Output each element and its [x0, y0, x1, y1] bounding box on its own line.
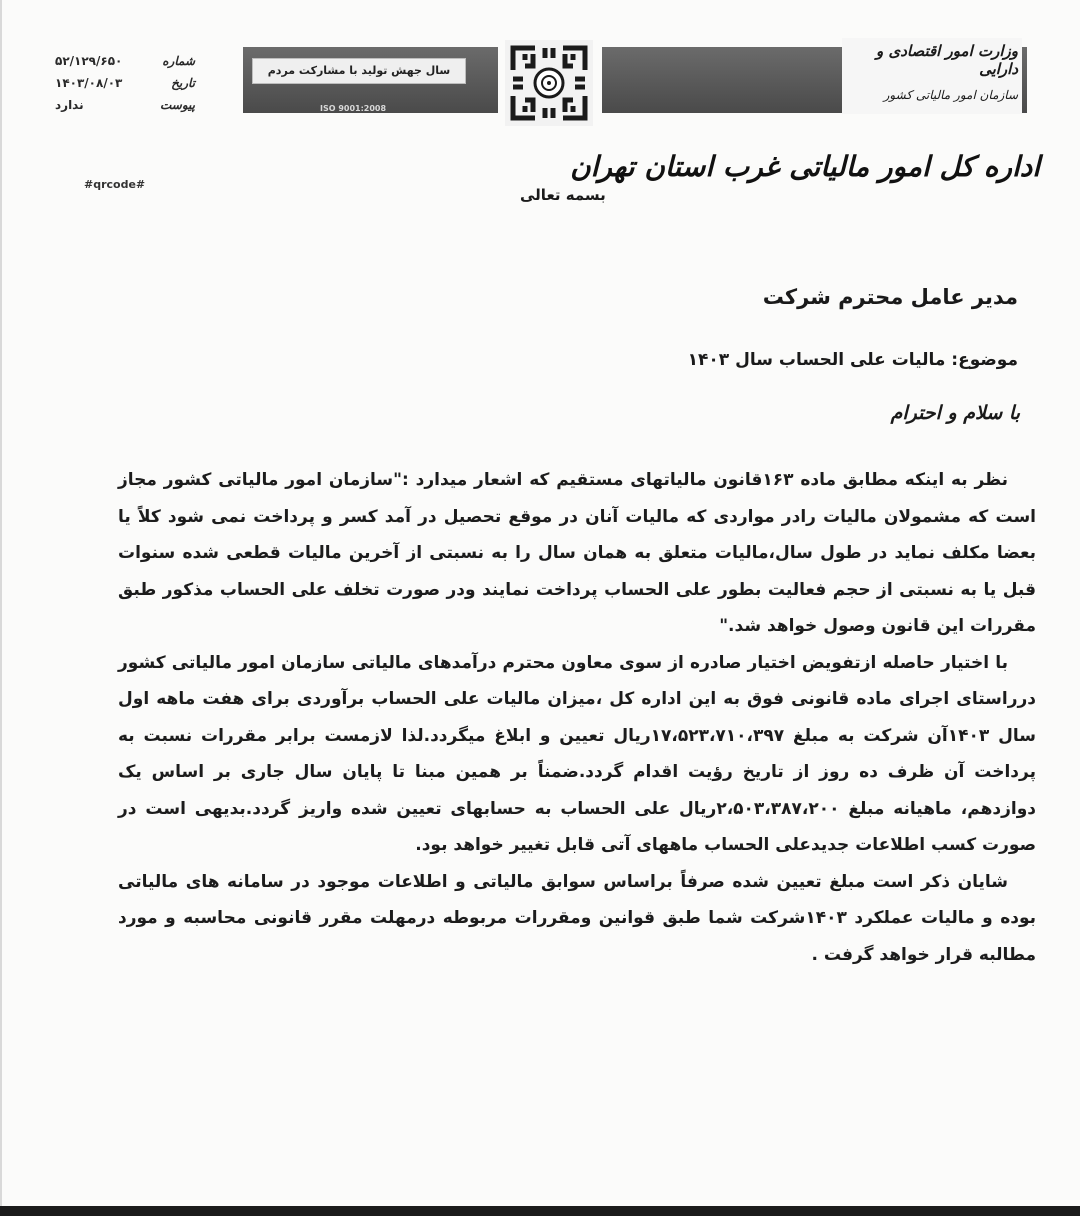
year-slogan: سال جهش تولید با مشارکت مردم [252, 58, 466, 84]
meta-date [55, 72, 195, 94]
number-value: ۵۲/۱۲۹/۶۵۰ [55, 54, 123, 68]
letter-body [118, 462, 1036, 973]
number-label: شماره [162, 54, 195, 68]
greeting-line: با سلام و احترام [890, 402, 1020, 424]
qrcode-placeholder: #qrcode# [84, 178, 146, 191]
tax-organization-emblem-icon [505, 40, 593, 126]
ministry-name: وزارت امور اقتصادی و دارایی [876, 42, 1018, 78]
body-paragraph: شایان ذکر است مبلغ تعیین شده صرفاً براساس سوابق مالیاتی و اطلاعات موجود در سامانه های مالیاتی بوده و مالیات عملکرد ۱۴۰۳شرکت شما طبق قوانین ومقررات مربوطه درمهلت مقرر قانونی محاسبه و مورد مطالبه قرار خواهد گرفت . [118, 871, 1037, 965]
attachment-label: پیوست [160, 98, 195, 112]
org-title: اداره کل امور مالیاتی غرب استان تهران [570, 150, 1040, 183]
body-paragraph: با اختیار حاصله ازتفویض اختیار صادره از سوی معاون محترم درآمدهای مالیاتی سازمان امور مالیاتی کشور درراستای اجرای ماده قانونی فوق به این اداره کل ،میزان مالیات علی الحساب برآوردی برای هفت ماهه اول سال ۱۴۰۳آن شرکت به مبلغ ۱۷،۵۲۳،۷۱۰،۳۹۷ریال تعیین و ابلاغ میگردد.لذا لازمست برابر مقررات نسبت به پرداخت آن ظرف ده روز از تاریخ رؤیت اقدام گردد.ضمناً بر همین مبنا تا پایان سال جاری بر اساس یک دوازدهم، ماهیانه مبلغ ۲،۵۰۳،۳۸۷،۲۰۰ریال علی الحساب به حسابهای تعیین شده واریز گردد.بدیهی است در صورت کسب اطلاعات جدیدعلی الحساب ماههای آتی قابل تغییر خواهد بود. [118, 652, 1036, 855]
meta-number [55, 50, 195, 72]
organization-name: سازمان امور مالیاتی کشور [883, 88, 1018, 102]
recipient-line: مدیر عامل محترم شرکت [762, 285, 1018, 309]
iso-certification: ISO 9001:2008 [320, 104, 387, 113]
bismillah-heading: بسمه تعالی [520, 186, 606, 204]
page-edge [0, 0, 2, 1206]
body-paragraph: نظر به اینکه مطابق ماده ۱۶۳قانون مالیاتهای مستقیم که اشعار میدارد :"سازمان امور مالیاتی کشور مجاز است که مشمولان مالیات رادر مواردی که مالیات آنان در موقع تحصیل در آمد کسر و پرداخت نمی شود کلاً یا بعضا مکلف نماید در طول سال،مالیات متعلق به همان سال را به نسبتی از آخرین مالیات قطعی شده سنوات قبل یا به نسبتی از حجم فعالیت بطور علی الحساب پرداخت نمایند ودر صورت تخلف علی الحساب مذکور طبق مقررات این قانون وصول خواهد شد." [118, 470, 1036, 636]
date-value: ۱۴۰۳/۰۸/۰۳ [55, 76, 123, 90]
meta-attachment [55, 94, 195, 116]
letter-meta [55, 50, 195, 116]
attachment-value: ندارد [55, 98, 84, 112]
subject-line: موضوع: مالیات علی الحساب سال ۱۴۰۳ [687, 350, 1018, 370]
date-label: تاریخ [171, 76, 195, 90]
bottom-border [0, 1206, 1080, 1216]
ministry-heading [842, 38, 1022, 114]
